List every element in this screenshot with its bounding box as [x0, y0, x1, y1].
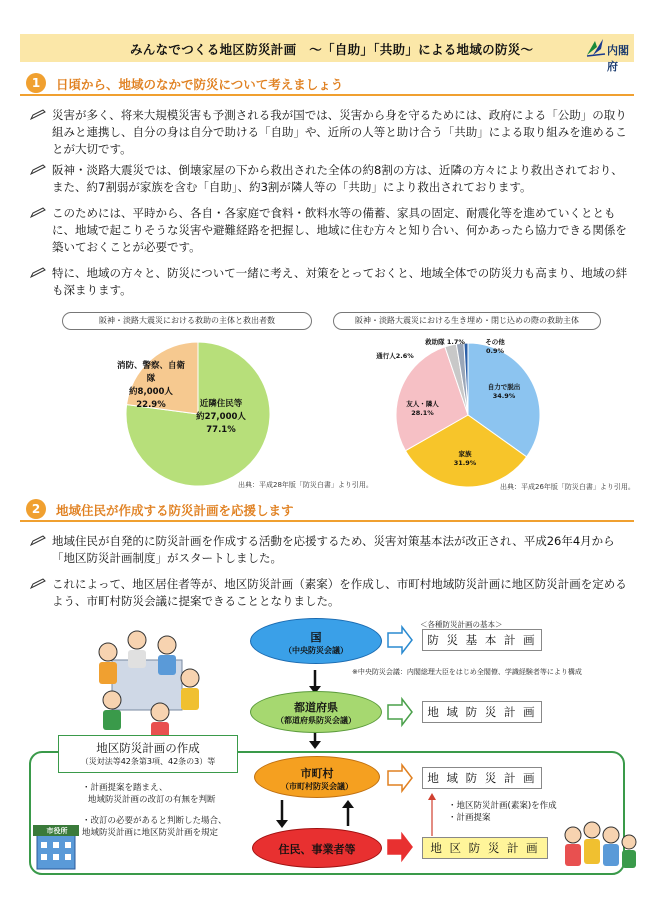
paragraph-text: 特に、地域の方々と、防災について一緒に考え、対策をとっておくと、地域全体での防災力も高まり、地域の絆も深まります。 — [52, 266, 628, 297]
paragraph-text: 地域住民が自発的に防災計画を作成する活動を応援するため、災害対策基本法が改正され、平成26年4月から「地区防災計画制度」がスタートしました。 — [52, 534, 615, 565]
node-residents-name: 住民、事業者等 — [278, 843, 356, 856]
pie2-rescue-pct: 1.7% — [446, 338, 465, 346]
node-national-sub: （中央防災会議） — [284, 646, 348, 655]
left-note-1-line-2: 地域防災計画の改訂の有無を判断 — [88, 795, 216, 805]
plan-creation-title: 地区防災計画の作成 — [96, 741, 200, 755]
paragraph-text: 阪神・淡路大震災では、倒壊家屋の下から救出された全体の約8割の方は、近隣の方々により救出されており、また、約7割弱が家族を含む「自助」、約3割が隣人等の「共助」により救出されております。 — [52, 163, 623, 194]
residents-illustration — [565, 822, 636, 868]
section-2-number: 2 — [26, 499, 46, 519]
node-prefecture-sub: （都道府県防災会議） — [276, 716, 356, 725]
node-prefecture-name: 都道府県 — [294, 701, 338, 714]
node-residents — [252, 828, 382, 868]
section-1-number: 1 — [26, 73, 46, 93]
pie2-self-name: 自力で脱出 — [487, 383, 521, 391]
right-note — [448, 800, 557, 824]
plan-district: 地 区 防 災 計 画 — [422, 837, 548, 859]
right-note-line-1: ・地区防災計画(素案)を作成 — [448, 801, 557, 811]
pie2-self-pct: 34.9% — [492, 392, 516, 400]
paragraph-text: これによって、地区居住者等が、地区防災計画（素案）を作成し、市町村地域防災計画に地区防災計画を定めるよう、市町村防災会議に提案できることとなりました。 — [52, 577, 627, 608]
pie1-responders-pct: 22.9% — [136, 400, 166, 410]
pie1-responders-count: 約8,000人 — [129, 387, 173, 397]
pie1-neighbors-name: 近隣住民等 — [199, 399, 243, 409]
pie1-responders-name: 消防、警察、自衛隊 — [116, 361, 185, 384]
node-municipality-sub: （市町村防災会議） — [281, 782, 353, 791]
meeting-people-illustration — [99, 631, 199, 742]
page-title: みんなでつくる地区防災計画 ～「自助」「共助」による地域の防災～ — [130, 42, 534, 57]
pie2-other-name: その他 — [485, 338, 505, 346]
plan-regional-prefecture: 地 域 防 災 計 画 — [422, 701, 542, 723]
pie2-friends-pct: 28.1% — [411, 409, 434, 417]
left-note-1-line-1: ・計画提案を踏まえ、 — [82, 783, 168, 793]
logo-text: 内閣府 — [607, 44, 629, 73]
pie2-passersby-name: 通行人 — [376, 352, 396, 360]
section-1-title: 日頃から、地域のなかで防災について考えましょう — [56, 77, 344, 92]
chart-2-source: 出典：平成26年版「防災白書」より引用。 — [500, 483, 635, 491]
right-note-line-2: ・計画提案 — [448, 813, 491, 823]
plan-creation-box — [58, 735, 238, 773]
node-national — [250, 618, 382, 664]
pie2-passersby-pct: 2.6% — [395, 352, 414, 360]
chart-2-title: 阪神・淡路大震災における生き埋め・閉じ込めの際の救助主体 — [333, 312, 601, 330]
council-note: ※中央防災会議：内閣総理大臣をはじめ全閣僚、学識経験者等により構成 — [352, 668, 582, 676]
pie2-other-pct: 0.9% — [485, 347, 505, 355]
section-2-title: 地域住民が作成する防災計画を応援します — [56, 503, 294, 518]
left-note-2-line-2: 地域防災計画に地区防災計画を規定 — [82, 828, 219, 838]
chart-1-source: 出典：平成28年版「防災白書」より引用。 — [238, 481, 373, 489]
pie2-friends-name: 友人・隣人 — [406, 400, 439, 408]
pie2-family-pct: 31.9% — [453, 459, 477, 467]
plan-creation-sub: （災対法等42条第3項、42条の3）等 — [80, 757, 216, 766]
diagram-caption: ＜各種防災計画の基本＞ — [420, 620, 503, 629]
left-note-2 — [82, 815, 227, 839]
pie2-rescue-name: 救助隊 — [425, 338, 445, 346]
left-note-2-line-1: ・改訂の必要があると判断した場合、 — [82, 816, 227, 826]
plan-regional-municipality: 地 域 防 災 計 画 — [422, 767, 542, 789]
paragraph-text: 災害が多く、将来大規模災害も予測される我が国では、災害から身を守るためには、政府による「公助」の取り組みと連携し、自分の身は自分で助ける「自助」や、近所の人等と助け合う「共助」による取り組みを進めることが大切です。 — [52, 108, 627, 156]
left-note-1 — [82, 782, 216, 806]
node-prefecture — [250, 691, 382, 733]
node-municipality — [254, 756, 380, 798]
pie2-family-name: 家族 — [458, 450, 472, 458]
building-sign: 市役所 — [46, 827, 68, 835]
paragraph-text: このためには、平時から、各自・各家庭で食料・飲料水等の備蓄、家具の固定、耐震化等を進めていくとともに、地域で起こりそうな災害や避難経路を把握し、地域に住む方々と知り合い、何かあったら協力できる関係を築いておくことが必要です。 — [52, 206, 627, 254]
pie1-neighbors-pct: 77.1% — [206, 425, 236, 435]
chart-1-title: 阪神・淡路大震災における救助の主体と救出者数 — [62, 312, 312, 330]
node-municipality-name: 市町村 — [300, 767, 334, 780]
node-national-name: 国 — [310, 631, 322, 644]
pie1-neighbors-count: 約27,000人 — [196, 412, 246, 422]
plan-basic: 防 災 基 本 計 画 — [422, 629, 542, 651]
